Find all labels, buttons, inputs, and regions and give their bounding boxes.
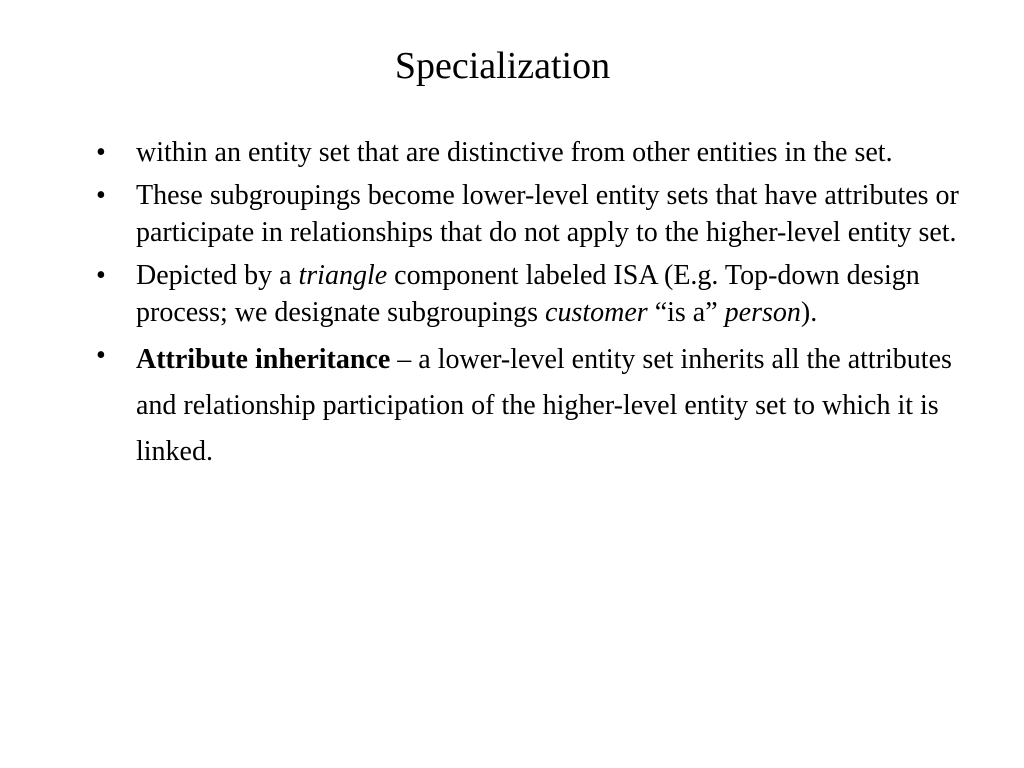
bullet-text-segment: ). — [800, 297, 818, 328]
slide-title: Specialization — [394, 45, 611, 87]
bullet-item — [96, 134, 976, 171]
bullet-text-segment: – a lower-level entity set inherits all the attributes and relationship participation of the higher-level entity set to which it is linked. — [136, 344, 952, 467]
bullet-list — [96, 134, 976, 481]
emphasis-term: customer — [545, 297, 648, 328]
bold-term: Attribute inheritance — [136, 344, 391, 375]
bullet-text-segment: component labeled ISA (E.g. Top-down design process; we designate subgroupings — [136, 260, 920, 328]
bullet-item — [96, 337, 976, 475]
bullet-mark: • — [96, 340, 106, 371]
bullet-mark: • — [96, 260, 106, 291]
bullet-text-segment: “is a” — [647, 297, 725, 328]
bullet-text-segment: Depicted by a — [136, 260, 299, 291]
bullet-mark: • — [96, 180, 106, 211]
bullet-text: These subgroupings become lower-level entity sets that have attributes or participate in relationships that do not apply to the higher-level entity set. — [136, 180, 959, 248]
emphasis-term: person — [724, 297, 801, 328]
bullet-item — [96, 257, 976, 331]
bullet-text: within an entity set that are distinctive from other entities in the set. — [136, 137, 893, 168]
bullet-item — [96, 177, 976, 251]
emphasis-term: triangle — [298, 260, 388, 291]
bullet-mark: • — [96, 137, 106, 168]
